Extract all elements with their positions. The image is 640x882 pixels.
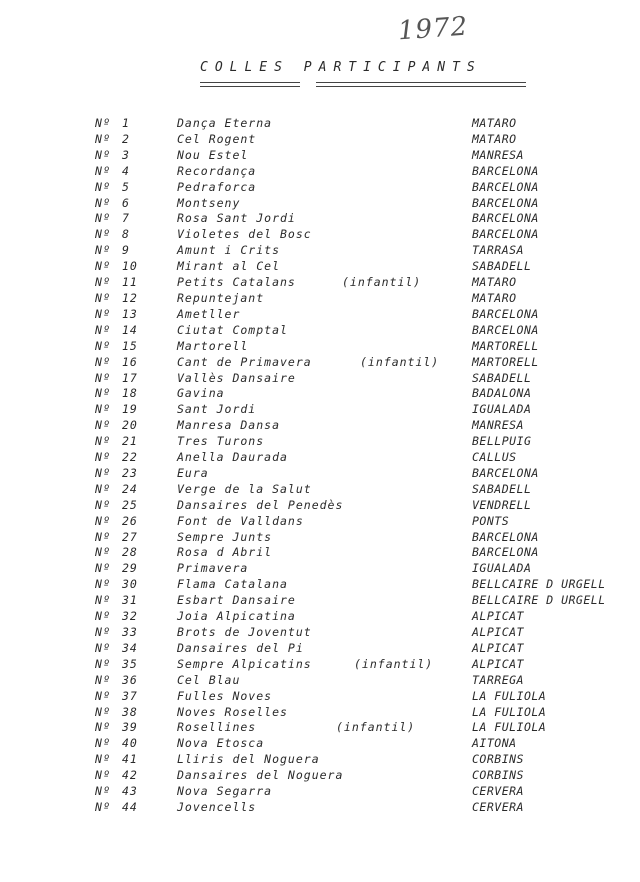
colla-city: BARCELONA bbox=[472, 306, 539, 321]
list-item bbox=[0, 768, 640, 784]
list-item bbox=[0, 243, 640, 259]
list-item bbox=[0, 784, 640, 800]
colla-name: Anella Daurada bbox=[177, 450, 288, 465]
colla-city: BADALONA bbox=[472, 386, 532, 401]
entry-number: 39 bbox=[122, 720, 138, 735]
entry-number: 3 bbox=[122, 147, 130, 162]
colla-city: BARCELONA bbox=[472, 211, 539, 226]
colla-name: Manresa Dansa bbox=[177, 418, 281, 433]
colla-city: LA FULIOLA bbox=[472, 688, 547, 703]
list-item bbox=[0, 545, 640, 561]
number-label: Nº bbox=[95, 545, 111, 560]
number-label: Nº bbox=[95, 625, 111, 639]
number-label: Nº bbox=[95, 402, 111, 417]
list-item bbox=[0, 720, 640, 736]
colla-city: BARCELONA bbox=[472, 195, 539, 210]
list-item bbox=[0, 291, 640, 307]
entry-number: 11 bbox=[122, 275, 138, 290]
number-label: Nº bbox=[95, 306, 111, 321]
entry-number: 16 bbox=[122, 354, 138, 369]
colla-note: (infantil) bbox=[360, 354, 440, 369]
number-label: Nº bbox=[95, 227, 111, 242]
number-label: Nº bbox=[95, 370, 111, 385]
colla-city: LA FULIOLA bbox=[472, 720, 547, 735]
number-label: Nº bbox=[95, 354, 111, 369]
list-item bbox=[0, 371, 640, 387]
colla-name: Verge de la Salut bbox=[177, 481, 312, 496]
colla-city: PONTS bbox=[472, 513, 510, 528]
number-label: Nº bbox=[95, 418, 111, 433]
entry-number: 7 bbox=[122, 211, 130, 226]
number-label: Nº bbox=[95, 688, 111, 703]
entry-number: 35 bbox=[122, 656, 138, 671]
colla-city: MARTORELL bbox=[472, 354, 539, 369]
entry-number: 14 bbox=[122, 322, 138, 337]
entry-number: 4 bbox=[122, 163, 130, 178]
colla-city: TARREGA bbox=[472, 672, 524, 687]
number-label: Nº bbox=[95, 163, 111, 178]
colla-name: Brots de Joventut bbox=[177, 625, 312, 639]
number-label: Nº bbox=[95, 768, 111, 783]
colla-city: MARTORELL bbox=[472, 338, 539, 353]
colla-city: MATARO bbox=[472, 116, 517, 130]
entry-number: 5 bbox=[122, 179, 130, 194]
colla-city: TARRASA bbox=[472, 243, 524, 258]
colla-name: Tres Turons bbox=[177, 434, 265, 449]
list-item bbox=[0, 211, 640, 227]
number-label: Nº bbox=[95, 450, 111, 465]
entry-number: 1 bbox=[122, 116, 130, 130]
participants-list bbox=[0, 116, 640, 816]
number-label: Nº bbox=[95, 211, 111, 226]
number-label: Nº bbox=[95, 290, 111, 305]
colla-name: Primavera bbox=[177, 561, 249, 576]
entry-number: 23 bbox=[122, 465, 138, 480]
number-label: Nº bbox=[95, 434, 111, 449]
entry-number: 29 bbox=[122, 561, 138, 576]
colla-city: BARCELONA bbox=[472, 529, 539, 544]
number-label: Nº bbox=[95, 577, 111, 592]
list-item bbox=[0, 530, 640, 546]
entry-number: 12 bbox=[122, 290, 138, 305]
list-item bbox=[0, 339, 640, 355]
entry-number: 40 bbox=[122, 736, 138, 751]
number-label: Nº bbox=[95, 752, 111, 767]
colla-city: CERVERA bbox=[472, 784, 524, 799]
colla-name: Lliris del Noguera bbox=[177, 752, 320, 767]
number-label: Nº bbox=[95, 322, 111, 337]
list-item bbox=[0, 164, 640, 180]
colla-city: MATARO bbox=[472, 275, 517, 290]
list-item bbox=[0, 180, 640, 196]
title-underline-right bbox=[316, 82, 526, 87]
list-item bbox=[0, 609, 640, 625]
entry-number: 31 bbox=[122, 593, 138, 608]
list-item bbox=[0, 450, 640, 466]
number-label: Nº bbox=[95, 386, 111, 401]
number-label: Nº bbox=[95, 704, 111, 719]
entry-number: 6 bbox=[122, 195, 130, 210]
colla-name: Gavina bbox=[177, 386, 225, 401]
entry-number: 18 bbox=[122, 386, 138, 401]
number-label: Nº bbox=[95, 513, 111, 528]
list-item bbox=[0, 355, 640, 371]
colla-city: BARCELONA bbox=[472, 322, 539, 337]
colla-city: AITONA bbox=[472, 736, 517, 751]
colla-name: Ametller bbox=[177, 306, 241, 321]
colla-name: Violetes del Bosc bbox=[177, 227, 312, 242]
colla-city: CERVERA bbox=[472, 799, 524, 814]
number-label: Nº bbox=[95, 275, 111, 290]
colla-city: MATARO bbox=[472, 131, 517, 146]
colla-name: Dansaires del Noguera bbox=[177, 768, 344, 783]
entry-number: 8 bbox=[122, 227, 130, 242]
entry-number: 24 bbox=[122, 481, 138, 496]
colla-name: Sempre Alpicatins bbox=[177, 656, 312, 671]
entry-number: 22 bbox=[122, 450, 138, 465]
colla-city: ALPICAT bbox=[472, 625, 524, 639]
number-label: Nº bbox=[95, 529, 111, 544]
title-underline-left bbox=[200, 82, 300, 87]
list-item bbox=[0, 593, 640, 609]
entry-number: 33 bbox=[122, 625, 138, 639]
entry-number: 19 bbox=[122, 402, 138, 417]
list-item bbox=[0, 482, 640, 498]
colla-name: Dansaires del Pi bbox=[177, 640, 304, 655]
list-item bbox=[0, 323, 640, 339]
entry-number: 13 bbox=[122, 306, 138, 321]
list-item bbox=[0, 418, 640, 434]
number-label: Nº bbox=[95, 179, 111, 194]
colla-note: (infantil) bbox=[336, 720, 416, 735]
colla-city: SABADELL bbox=[472, 481, 532, 496]
list-item bbox=[0, 736, 640, 752]
number-label: Nº bbox=[95, 561, 111, 576]
page-title: COLLES PARTICIPANTS bbox=[200, 60, 482, 75]
number-label: Nº bbox=[95, 481, 111, 496]
number-label: Nº bbox=[95, 195, 111, 210]
number-label: Nº bbox=[95, 593, 111, 608]
colla-city: IGUALADA bbox=[472, 402, 532, 417]
colla-name: Eura bbox=[177, 465, 209, 480]
list-item bbox=[0, 275, 640, 291]
colla-city: CORBINS bbox=[472, 768, 524, 783]
colla-name: Joia Alpicatina bbox=[177, 609, 296, 624]
colla-name: Jovencells bbox=[177, 799, 257, 814]
list-item bbox=[0, 116, 640, 132]
number-label: Nº bbox=[95, 799, 111, 814]
list-item bbox=[0, 705, 640, 721]
list-item bbox=[0, 800, 640, 816]
colla-city: LA FULIOLA bbox=[472, 704, 547, 719]
list-item bbox=[0, 673, 640, 689]
colla-name: Flama Catalana bbox=[177, 577, 288, 592]
number-label: Nº bbox=[95, 147, 111, 162]
number-label: Nº bbox=[95, 259, 111, 274]
colla-name: Amunt i Crits bbox=[177, 243, 281, 258]
list-item bbox=[0, 196, 640, 212]
number-label: Nº bbox=[95, 784, 111, 799]
colla-city: BARCELONA bbox=[472, 465, 539, 480]
colla-note: (infantil) bbox=[342, 275, 422, 290]
colla-city: SABADELL bbox=[472, 370, 532, 385]
colla-name: Nova Etosca bbox=[177, 736, 265, 751]
colla-city: CALLUS bbox=[472, 450, 517, 465]
list-item bbox=[0, 752, 640, 768]
list-item bbox=[0, 386, 640, 402]
entry-number: 25 bbox=[122, 497, 138, 512]
colla-city: ALPICAT bbox=[472, 609, 524, 624]
colla-city: VENDRELL bbox=[472, 497, 532, 512]
colla-name: Cel Blau bbox=[177, 672, 241, 687]
list-item bbox=[0, 307, 640, 323]
entry-number: 34 bbox=[122, 640, 138, 655]
colla-city: BARCELONA bbox=[472, 227, 539, 242]
entry-number: 27 bbox=[122, 529, 138, 544]
colla-city: BARCELONA bbox=[472, 545, 539, 560]
entry-number: 15 bbox=[122, 338, 138, 353]
number-label: Nº bbox=[95, 736, 111, 751]
list-item bbox=[0, 561, 640, 577]
colla-name: Cel Rogent bbox=[177, 131, 257, 146]
entry-number: 2 bbox=[122, 131, 130, 146]
colla-name: Dança Eterna bbox=[177, 116, 273, 130]
colla-note: (infantil) bbox=[354, 656, 434, 671]
colla-city: MANRESA bbox=[472, 418, 524, 433]
number-label: Nº bbox=[95, 131, 111, 146]
colla-city: ALPICAT bbox=[472, 640, 524, 655]
colla-city: BARCELONA bbox=[472, 179, 539, 194]
list-item bbox=[0, 259, 640, 275]
colla-name: Rosa d Abril bbox=[177, 545, 273, 560]
colla-name: Sant Jordi bbox=[177, 402, 257, 417]
entry-number: 26 bbox=[122, 513, 138, 528]
year-handwritten: 1972 bbox=[397, 11, 470, 47]
number-label: Nº bbox=[95, 656, 111, 671]
colla-name: Martorell bbox=[177, 338, 249, 353]
colla-city: MATARO bbox=[472, 290, 517, 305]
number-label: Nº bbox=[95, 465, 111, 480]
entry-number: 21 bbox=[122, 434, 138, 449]
colla-name: Nou Estel bbox=[177, 147, 249, 162]
number-label: Nº bbox=[95, 720, 111, 735]
entry-number: 30 bbox=[122, 577, 138, 592]
list-item bbox=[0, 227, 640, 243]
list-item bbox=[0, 577, 640, 593]
entry-number: 37 bbox=[122, 688, 138, 703]
entry-number: 44 bbox=[122, 799, 138, 814]
colla-name: Mirant al Cel bbox=[177, 259, 281, 274]
colla-city: BELLPUIG bbox=[472, 434, 532, 449]
entry-number: 43 bbox=[122, 784, 138, 799]
list-item bbox=[0, 498, 640, 514]
colla-name: Cant de Primavera bbox=[177, 354, 312, 369]
number-label: Nº bbox=[95, 338, 111, 353]
entry-number: 20 bbox=[122, 418, 138, 433]
list-item bbox=[0, 514, 640, 530]
colla-city: ALPICAT bbox=[472, 656, 524, 671]
entry-number: 41 bbox=[122, 752, 138, 767]
colla-name: Noves Roselles bbox=[177, 704, 288, 719]
list-item bbox=[0, 625, 640, 641]
colla-name: Pedraforca bbox=[177, 179, 257, 194]
entry-number: 42 bbox=[122, 768, 138, 783]
list-item bbox=[0, 689, 640, 705]
colla-name: Montseny bbox=[177, 195, 241, 210]
entry-number: 38 bbox=[122, 704, 138, 719]
colla-city: IGUALADA bbox=[472, 561, 532, 576]
list-item bbox=[0, 434, 640, 450]
colla-city: CORBINS bbox=[472, 752, 524, 767]
colla-name: Recordança bbox=[177, 163, 257, 178]
colla-name: Font de Valldans bbox=[177, 513, 304, 528]
number-label: Nº bbox=[95, 640, 111, 655]
list-item bbox=[0, 466, 640, 482]
entry-number: 36 bbox=[122, 672, 138, 687]
colla-name: Petits Catalans bbox=[177, 275, 296, 290]
list-item bbox=[0, 132, 640, 148]
colla-city: BARCELONA bbox=[472, 163, 539, 178]
colla-name: Ciutat Comptal bbox=[177, 322, 288, 337]
number-label: Nº bbox=[95, 609, 111, 624]
colla-city: SABADELL bbox=[472, 259, 532, 274]
number-label: Nº bbox=[95, 497, 111, 512]
colla-city: MANRESA bbox=[472, 147, 524, 162]
colla-name: Vallès Dansaire bbox=[177, 370, 296, 385]
entry-number: 32 bbox=[122, 609, 138, 624]
number-label: Nº bbox=[95, 116, 111, 130]
colla-name: Rosa Sant Jordi bbox=[177, 211, 296, 226]
number-label: Nº bbox=[95, 243, 111, 258]
colla-name: Sempre Junts bbox=[177, 529, 273, 544]
colla-name: Esbart Dansaire bbox=[177, 593, 296, 608]
colla-city: BELLCAIRE D URGELL bbox=[472, 577, 606, 592]
list-item bbox=[0, 402, 640, 418]
entry-number: 17 bbox=[122, 370, 138, 385]
colla-name: Dansaires del Penedès bbox=[177, 497, 344, 512]
list-item bbox=[0, 148, 640, 164]
list-item bbox=[0, 657, 640, 673]
colla-name: Nova Segarra bbox=[177, 784, 273, 799]
colla-name: Rosellines bbox=[177, 720, 257, 735]
colla-name: Fulles Noves bbox=[177, 688, 273, 703]
colla-name: Repuntejant bbox=[177, 290, 265, 305]
entry-number: 28 bbox=[122, 545, 138, 560]
colla-city: BELLCAIRE D URGELL bbox=[472, 593, 606, 608]
number-label: Nº bbox=[95, 672, 111, 687]
entry-number: 9 bbox=[122, 243, 130, 258]
list-item bbox=[0, 641, 640, 657]
entry-number: 10 bbox=[122, 259, 138, 274]
